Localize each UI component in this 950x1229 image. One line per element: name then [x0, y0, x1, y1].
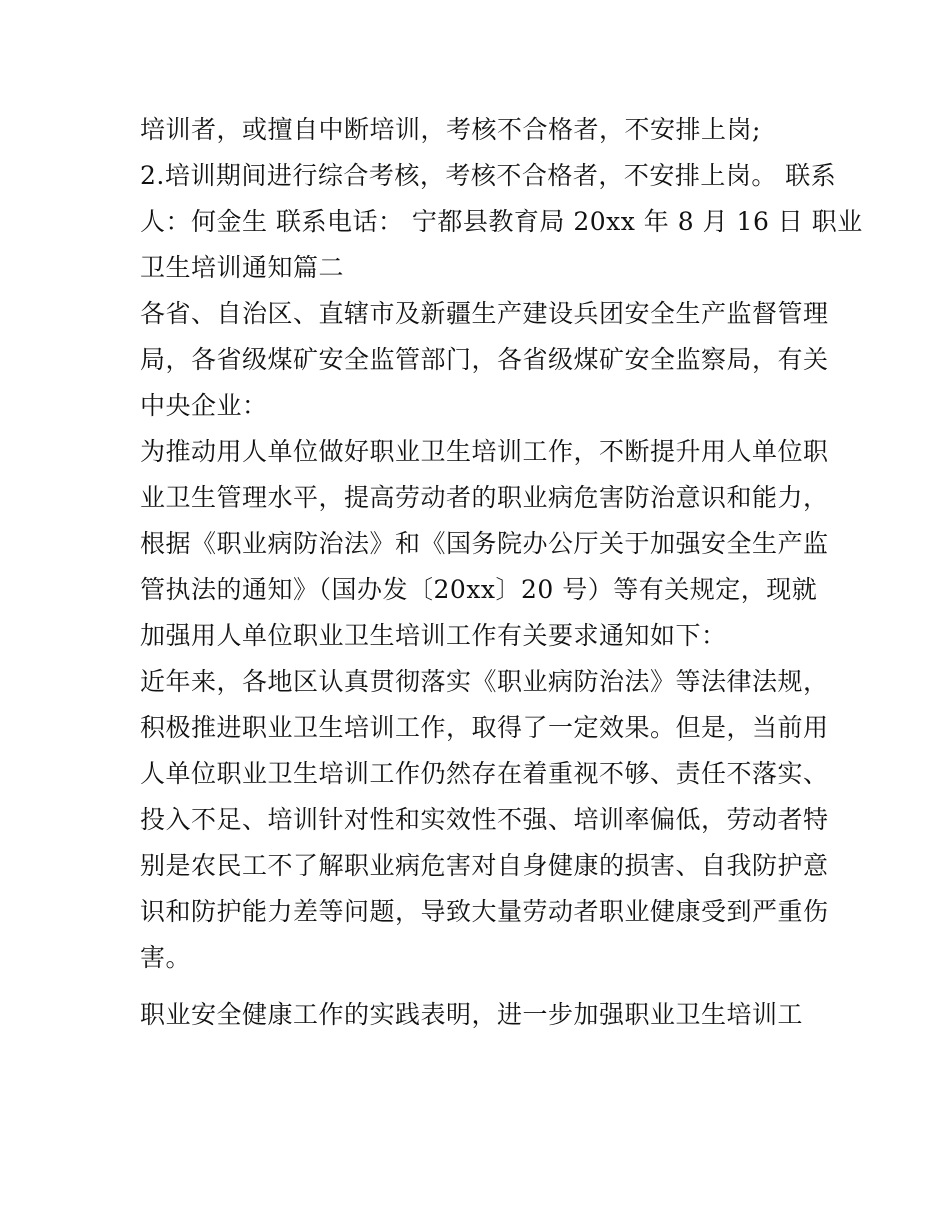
text-line: 人：何金生 联系电话： 宁都县教育局 20xx 年 8 月 16 日 职业: [140, 207, 863, 236]
text-line: 卫生培训通知篇二: [140, 253, 345, 282]
text-line: 近年来，各地区认真贯彻落实《职业病防治法》等法律法规，: [140, 667, 829, 696]
text-line: 管执法的通知》（国办发〔20xx〕20 号）等有关规定，现就: [140, 575, 818, 604]
text-line: 业卫生管理水平，提高劳动者的职业病危害防治意识和能力，: [140, 483, 829, 512]
text-line: 人单位职业卫生培训工作仍然存在着重视不够、责任不落实、: [140, 759, 829, 788]
text-line: 投入不足、培训针对性和实效性不强、培训率偏低，劳动者特: [140, 805, 829, 834]
text-line: 加强用人单位职业卫生培训工作有关要求通知如下：: [140, 621, 727, 650]
text-line: 别是农民工不了解职业病危害对自身健康的损害、自我防护意: [140, 851, 829, 880]
text-line: 害。: [140, 943, 192, 972]
text-line: 2.培训期间进行综合考核，考核不合格者，不安排上岗。 联系: [140, 161, 837, 190]
text-line: 培训者，或擅自中断培训，考核不合格者，不安排上岗;: [140, 115, 761, 144]
document-body: [140, 107, 863, 1038]
text-line: 中央企业：: [140, 391, 268, 420]
text-line: 职业安全健康工作的实践表明，进一步加强职业卫生培训工: [140, 1000, 804, 1029]
text-line: 根据《职业病防治法》和《国务院办公厅关于加强安全生产监: [140, 529, 829, 558]
text-line: 识和防护能力差等问题，导致大量劳动者职业健康受到严重伤: [140, 897, 829, 926]
text-line: 局，各省级煤矿安全监管部门，各省级煤矿安全监察局，有关: [140, 345, 829, 374]
text-line: 各省、自治区、直辖市及新疆生产建设兵团安全生产监督管理: [140, 299, 829, 328]
text-line: 积极推进职业卫生培训工作，取得了一定效果。但是，当前用: [140, 713, 829, 742]
text-line: 为推动用人单位做好职业卫生培训工作，不断提升用人单位职: [140, 437, 829, 466]
